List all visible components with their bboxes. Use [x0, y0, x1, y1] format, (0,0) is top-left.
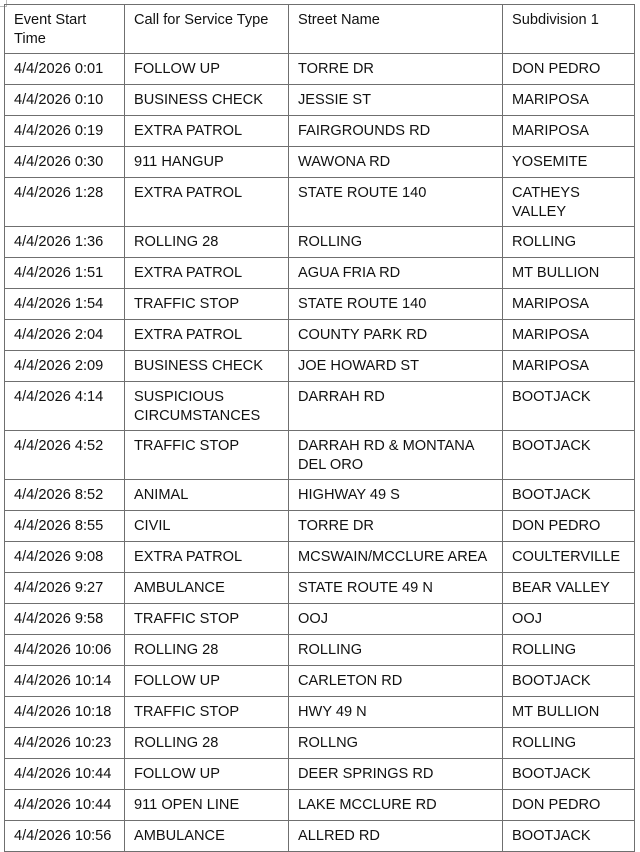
cell-event-start-time: 4/4/2026 1:54	[5, 289, 125, 320]
cell-street-name: COUNTY PARK RD	[289, 320, 503, 351]
cell-street-name: HIGHWAY 49 S	[289, 480, 503, 511]
table-body	[5, 54, 635, 852]
cell-street-name: DEER SPRINGS RD	[289, 759, 503, 790]
cell-event-start-time: 4/4/2026 2:04	[5, 320, 125, 351]
cell-event-start-time: 4/4/2026 10:56	[5, 821, 125, 852]
cell-street-name: JESSIE ST	[289, 85, 503, 116]
cell-street-name: AGUA FRIA RD	[289, 258, 503, 289]
cell-call-type: 911 OPEN LINE	[125, 790, 289, 821]
table-row	[5, 116, 635, 147]
cell-subdivision: BEAR VALLEY	[503, 573, 635, 604]
cell-subdivision: DON PEDRO	[503, 790, 635, 821]
table-header	[5, 5, 635, 54]
cell-subdivision: MT BULLION	[503, 697, 635, 728]
cell-subdivision: MARIPOSA	[503, 320, 635, 351]
table-row	[5, 666, 635, 697]
cell-call-type: TRAFFIC STOP	[125, 289, 289, 320]
table-row	[5, 289, 635, 320]
cell-street-name: JOE HOWARD ST	[289, 351, 503, 382]
table-row	[5, 85, 635, 116]
cell-street-name: TORRE DR	[289, 511, 503, 542]
cell-subdivision: BOOTJACK	[503, 382, 635, 431]
cell-call-type: AMBULANCE	[125, 573, 289, 604]
cell-event-start-time: 4/4/2026 1:51	[5, 258, 125, 289]
header-event-start-time: Event Start Time	[5, 5, 125, 54]
cell-call-type: ANIMAL	[125, 480, 289, 511]
cell-event-start-time: 4/4/2026 8:55	[5, 511, 125, 542]
cell-street-name: MCSWAIN/MCCLURE AREA	[289, 542, 503, 573]
cell-street-name: HWY 49 N	[289, 697, 503, 728]
table-row	[5, 431, 635, 480]
cell-call-type: TRAFFIC STOP	[125, 604, 289, 635]
cell-call-type: ROLLING 28	[125, 227, 289, 258]
cell-street-name: STATE ROUTE 140	[289, 289, 503, 320]
cell-event-start-time: 4/4/2026 9:58	[5, 604, 125, 635]
header-row	[5, 5, 635, 54]
cell-call-type: EXTRA PATROL	[125, 542, 289, 573]
cell-event-start-time: 4/4/2026 8:52	[5, 480, 125, 511]
header-street-name: Street Name	[289, 5, 503, 54]
cell-call-type: TRAFFIC STOP	[125, 697, 289, 728]
cell-event-start-time: 4/4/2026 0:19	[5, 116, 125, 147]
cell-event-start-time: 4/4/2026 1:28	[5, 178, 125, 227]
table-row	[5, 351, 635, 382]
cell-call-type: FOLLOW UP	[125, 54, 289, 85]
cell-street-name: LAKE MCCLURE RD	[289, 790, 503, 821]
cell-event-start-time: 4/4/2026 10:23	[5, 728, 125, 759]
cell-call-type: FOLLOW UP	[125, 759, 289, 790]
cell-event-start-time: 4/4/2026 9:08	[5, 542, 125, 573]
cell-call-type: EXTRA PATROL	[125, 116, 289, 147]
cell-call-type: FOLLOW UP	[125, 666, 289, 697]
cell-subdivision: CATHEYS VALLEY	[503, 178, 635, 227]
cell-subdivision: MARIPOSA	[503, 85, 635, 116]
cell-street-name: ROLLING	[289, 227, 503, 258]
cell-call-type: ROLLING 28	[125, 728, 289, 759]
cell-event-start-time: 4/4/2026 10:44	[5, 759, 125, 790]
table-row	[5, 728, 635, 759]
cell-event-start-time: 4/4/2026 10:18	[5, 697, 125, 728]
table-row	[5, 227, 635, 258]
cell-subdivision: YOSEMITE	[503, 147, 635, 178]
table-row	[5, 790, 635, 821]
cell-event-start-time: 4/4/2026 4:14	[5, 382, 125, 431]
calls-table	[4, 4, 635, 852]
table-row	[5, 511, 635, 542]
cell-call-type: TRAFFIC STOP	[125, 431, 289, 480]
cell-subdivision: ROLLING	[503, 635, 635, 666]
cell-event-start-time: 4/4/2026 4:52	[5, 431, 125, 480]
table-row	[5, 480, 635, 511]
table-row	[5, 821, 635, 852]
table-row	[5, 697, 635, 728]
cell-event-start-time: 4/4/2026 10:14	[5, 666, 125, 697]
table-row	[5, 258, 635, 289]
table-row	[5, 54, 635, 85]
cell-street-name: ROLLNG	[289, 728, 503, 759]
cell-street-name: ROLLING	[289, 635, 503, 666]
cell-event-start-time: 4/4/2026 1:36	[5, 227, 125, 258]
cell-subdivision: ROLLING	[503, 728, 635, 759]
table-row	[5, 604, 635, 635]
cell-subdivision: MARIPOSA	[503, 116, 635, 147]
table-row	[5, 759, 635, 790]
cell-street-name: STATE ROUTE 49 N	[289, 573, 503, 604]
header-call-type: Call for Service Type	[125, 5, 289, 54]
cell-subdivision: COULTERVILLE	[503, 542, 635, 573]
cell-call-type: CIVIL	[125, 511, 289, 542]
cell-subdivision: MT BULLION	[503, 258, 635, 289]
header-subdivision: Subdivision 1	[503, 5, 635, 54]
cell-event-start-time: 4/4/2026 10:44	[5, 790, 125, 821]
cell-subdivision: DON PEDRO	[503, 511, 635, 542]
cell-call-type: EXTRA PATROL	[125, 320, 289, 351]
table-row	[5, 178, 635, 227]
cell-call-type: EXTRA PATROL	[125, 258, 289, 289]
table-row	[5, 573, 635, 604]
cell-street-name: ALLRED RD	[289, 821, 503, 852]
cell-subdivision: ROLLING	[503, 227, 635, 258]
cell-call-type: BUSINESS CHECK	[125, 85, 289, 116]
cell-street-name: FAIRGROUNDS RD	[289, 116, 503, 147]
cell-street-name: STATE ROUTE 140	[289, 178, 503, 227]
table-row	[5, 382, 635, 431]
cell-subdivision: MARIPOSA	[503, 289, 635, 320]
cell-street-name: WAWONA RD	[289, 147, 503, 178]
cell-street-name: OOJ	[289, 604, 503, 635]
cell-event-start-time: 4/4/2026 2:09	[5, 351, 125, 382]
cell-call-type: ROLLING 28	[125, 635, 289, 666]
table-row	[5, 542, 635, 573]
cell-call-type: SUSPICIOUS CIRCUMSTANCES	[125, 382, 289, 431]
cell-event-start-time: 4/4/2026 9:27	[5, 573, 125, 604]
cell-subdivision: BOOTJACK	[503, 666, 635, 697]
cell-event-start-time: 4/4/2026 10:06	[5, 635, 125, 666]
cell-call-type: EXTRA PATROL	[125, 178, 289, 227]
cell-call-type: 911 HANGUP	[125, 147, 289, 178]
calls-for-service-document	[4, 4, 634, 852]
cell-subdivision: DON PEDRO	[503, 54, 635, 85]
cell-street-name: DARRAH RD	[289, 382, 503, 431]
cell-subdivision: BOOTJACK	[503, 431, 635, 480]
cell-street-name: TORRE DR	[289, 54, 503, 85]
cell-subdivision: BOOTJACK	[503, 759, 635, 790]
table-row	[5, 635, 635, 666]
cell-street-name: DARRAH RD & MONTANA DEL ORO	[289, 431, 503, 480]
cell-event-start-time: 4/4/2026 0:10	[5, 85, 125, 116]
cell-call-type: AMBULANCE	[125, 821, 289, 852]
cell-event-start-time: 4/4/2026 0:01	[5, 54, 125, 85]
cell-subdivision: BOOTJACK	[503, 821, 635, 852]
cell-event-start-time: 4/4/2026 0:30	[5, 147, 125, 178]
table-row	[5, 147, 635, 178]
cell-street-name: CARLETON RD	[289, 666, 503, 697]
cell-subdivision: BOOTJACK	[503, 480, 635, 511]
cell-subdivision: OOJ	[503, 604, 635, 635]
cell-subdivision: MARIPOSA	[503, 351, 635, 382]
cell-call-type: BUSINESS CHECK	[125, 351, 289, 382]
table-row	[5, 320, 635, 351]
